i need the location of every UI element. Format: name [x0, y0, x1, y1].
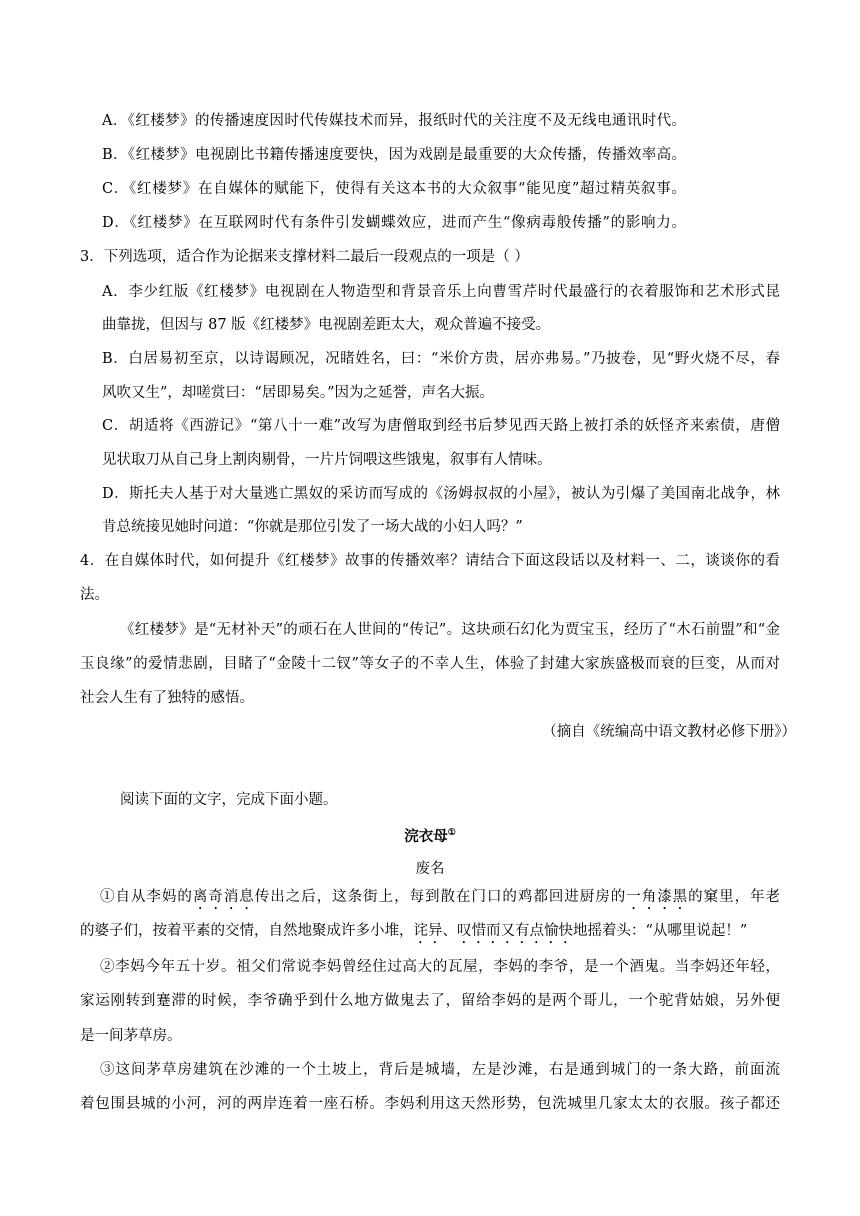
p1-emphasis-text: 离奇消息 — [192, 889, 255, 905]
q4-stem-line1: 4．在自媒体时代，如何提升《红楼梦》故事的传播效率？请结合下面这段话以及材料一、二，谈谈你的看 — [80, 553, 780, 569]
p1-text: 的婆子们，按着平素的交情，自然地聚成许多小堆， — [80, 923, 414, 939]
q3-option-d-line2: 肯总统接见她时问道：“你就是那位引发了一场大战的小妇人吗？” — [102, 519, 523, 535]
paragraph-1-line1 — [100, 887, 780, 913]
q2-option-d: D．《红楼梦》在互联网时代有条件引发蝴蝶效应，进而产生“像病毒般传播”的影响力。 — [102, 215, 686, 231]
q4-quote-line3: 社会人生有了独特的感悟。 — [80, 690, 254, 706]
q3-option-b-line2: 风吹又生”，却嗟赏曰：“居即易矣。”因为之延誉，声名大振。 — [102, 385, 494, 401]
story-author: 废名 — [415, 861, 445, 877]
q4-quote-line2: 玉良缘”的爱情悲剧，目睹了“金陵十二钗”等女子的不幸人生，体验了封建大家族盛极而衰的巨变，从而对 — [80, 656, 780, 672]
q3-option-c-line1: C．胡适将《西游记》“第八十一难”改写为唐僧取到经书后梦见西天路上被打杀的妖怪齐来索债，唐僧 — [102, 418, 780, 434]
q3-option-b-line1: B．白居易初至京，以诗谒顾况，况睹姓名，曰：“米价方贵，居亦弗易。”乃披卷，见“野火烧不尽，春 — [102, 351, 780, 367]
q3-option-a-line2: 曲靠拢，但因与 87 版《红楼梦》电视剧差距太大，观众普遍不接受。 — [102, 317, 551, 333]
reading-instruction: 阅读下面的文字，完成下面小题。 — [120, 792, 338, 808]
p1-emphasis-text: 一角漆黑 — [626, 889, 689, 905]
q2-option-c: C．《红楼梦》在自媒体的赋能下，使得有关这本书的大众叙事“能见度”超过精英叙事。 — [102, 181, 686, 197]
story-title-text: 浣衣母 — [404, 828, 448, 845]
paragraph-2-line2: 家运刚转到蹇滞的时候，李爷确乎到什么地方做鬼去了，留给李妈的是两个哥儿，一个驼背姑娘，另外便 — [80, 993, 780, 1009]
p1-text: 的窠里，年老 — [688, 889, 781, 905]
p1-text: 地摇着头：“从哪里说起！” — [573, 923, 748, 939]
paragraph-1-line2 — [80, 921, 747, 947]
q2-option-b: B．《红楼梦》电视剧比书籍传播速度要快，因为戏剧是最重要的大众传播，传播效率高。 — [102, 147, 686, 163]
q3-option-d-line1: D．斯托夫人基于对大量逃亡黑奴的采访而写成的《汤姆叔叔的小屋》，被认为引爆了美国南北战争，林 — [102, 486, 780, 502]
q4-quote-source: （摘自《统编高中语文教材必修下册》） — [542, 724, 796, 740]
title-footnote-mark: ① — [447, 828, 456, 839]
q3-option-a-line1: A．李少红版《红楼梦》电视剧在人物造型和背景音乐上向曹雪芹时代最盛行的衣着服饰和艺术形式昆 — [102, 284, 780, 300]
paragraph-2-line3: 是一间茅草房。 — [80, 1028, 182, 1044]
q4-quote-line1: 《红楼梦》是“无材补天”的顽石在人世间的“传记”。这块顽石幻化为贾宝玉，经历了“木石前盟”和“金 — [120, 622, 780, 638]
q2-option-a: A．《红楼梦》的传播速度因时代传媒技术而异，报纸时代的关注度不及无线电通讯时代。 — [102, 113, 686, 129]
story-title — [0, 825, 860, 846]
p1-text: ①自从李妈的 — [100, 889, 193, 905]
paragraph-3-line1: ③这间茅草房建筑在沙滩的一个土坡上，背后是城墙，左是沙滩，右是通到城门的一条大路，前面流 — [100, 1062, 780, 1078]
q3-stem: 3．下列选项，适合作为论据来支撑材料二最后一段观点的一项是（ ） — [80, 249, 529, 265]
paragraph-2-line1: ②李妈今年五十岁。祖父们常说李妈曾经住过高大的瓦屋，李妈的李爷，是一个酒鬼。当李妈还年轻， — [100, 959, 780, 975]
q4-stem-line2: 法。 — [80, 587, 109, 603]
q3-option-c-line2: 见状取刀从自己身上割肉剔骨，一片片饲喂这些饿鬼，叙事有人情味。 — [102, 452, 552, 468]
paragraph-3-line2: 着包围县城的小河，河的两岸连着一座石桥。李妈利用这天然形势，包洗城里几家太太的衣服。孩子都还 — [80, 1096, 780, 1112]
p1-emphasis-text: 诧异、叹惜而又有点愉快 — [413, 923, 573, 939]
p1-text: 传出之后，这条街上，每到散在门口的鸡都回进厨房的 — [254, 889, 627, 905]
